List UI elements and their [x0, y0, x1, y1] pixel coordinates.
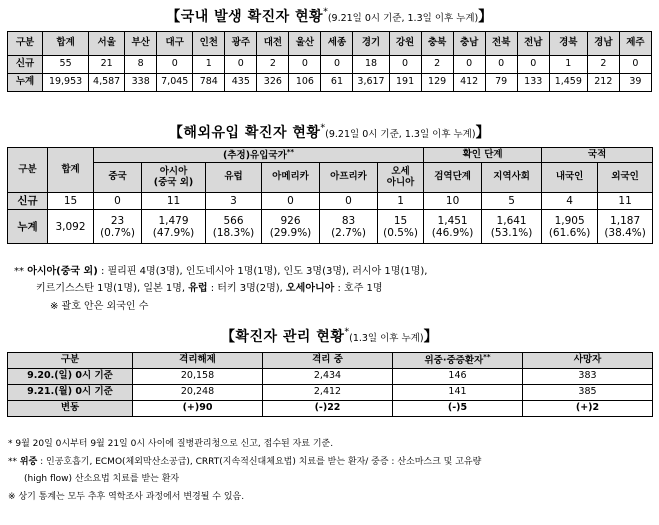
imported-cases-table	[7, 147, 653, 244]
header-cell	[393, 353, 523, 369]
header-cell: 제주	[619, 32, 651, 56]
header-cell: 울산	[289, 32, 321, 56]
footnote-disclaimer: ※ 상기 통계는 모두 추후 역학조사 과정에서 변경될 수 있음.	[8, 492, 245, 502]
cum-pct: (29.9%)	[269, 226, 312, 239]
cum-value: 83	[341, 214, 356, 227]
management-title-end: 】	[423, 329, 439, 345]
cum-pct: (38.4%)	[604, 226, 646, 239]
table-cell: 0	[453, 56, 485, 74]
table-cell: 4,587	[89, 74, 125, 92]
table-cell: 0	[289, 56, 321, 74]
note-asia-list-cont: 키르기스스탄 1명(1명), 일본 1명,	[36, 283, 189, 294]
header-confirm-stage: 확인 단계	[424, 148, 542, 163]
cum-pct: (2.7%)	[331, 226, 366, 239]
note-oceania-list: : 호주 1명	[334, 283, 383, 294]
cum-value: 1,187	[610, 214, 641, 227]
note-europe-label: 유럽	[188, 283, 208, 294]
header-cell: 전남	[517, 32, 549, 56]
footnote-critical-label: 위중	[19, 457, 38, 467]
domestic-title-end: 】	[478, 9, 493, 25]
table-cell: 4	[542, 193, 598, 210]
table-cell: 146	[393, 369, 523, 385]
row-label: 9.21.(월) 0시 기준	[8, 385, 133, 401]
header-cell: 광주	[225, 32, 257, 56]
table-cell: 8	[125, 56, 157, 74]
cum-value: 23	[110, 214, 125, 227]
header-cell: 서울	[89, 32, 125, 56]
table-cell: 0	[94, 193, 142, 210]
note-oceania-label: 오세아니아	[286, 283, 335, 294]
header-cell: 충남	[453, 32, 485, 56]
domestic-header-row	[8, 32, 652, 56]
row-label: 누계	[8, 74, 43, 92]
cum-pct: (0.5%)	[383, 226, 418, 239]
table-cell: (+)2	[523, 401, 653, 417]
management-row-0921	[8, 385, 653, 401]
table-cell: (-)5	[393, 401, 523, 417]
header-cell: 경북	[549, 32, 587, 56]
table-cell: 0	[619, 56, 651, 74]
cum-pct: (53.1%)	[490, 226, 533, 239]
imported-title-main: 【해외유입 확진자 현황	[168, 125, 321, 141]
table-cell: 784	[193, 74, 225, 92]
management-title-main: 【확진자 관리 현황	[220, 329, 345, 345]
management-header-row	[8, 353, 653, 369]
table-cell: 191	[389, 74, 421, 92]
table-cell	[598, 210, 653, 244]
row-label: 9.20.(일) 0시 기준	[8, 369, 133, 385]
header-cell: 충북	[421, 32, 453, 56]
table-cell: 0	[389, 56, 421, 74]
header-cell: 사망자	[523, 353, 653, 369]
note-asia-list: : 필리핀 4명(3명), 인도네시아 1명(1명), 인도 3명(3명), 러시아 1명(1명),	[97, 266, 428, 277]
table-cell: 0	[157, 56, 193, 74]
table-cell	[206, 210, 262, 244]
table-cell: 326	[257, 74, 289, 92]
cum-pct: (47.9%)	[152, 226, 195, 239]
table-cell: 106	[289, 74, 321, 92]
management-change-row	[8, 401, 653, 417]
table-cell: 338	[125, 74, 157, 92]
header-cell: 격리 중	[263, 353, 393, 369]
domestic-title	[0, 6, 659, 26]
table-cell	[262, 210, 320, 244]
domestic-title-star: *	[323, 6, 328, 18]
table-cell: 2	[257, 56, 289, 74]
header-cell: 합계	[43, 32, 89, 56]
header-cell: 대구	[157, 32, 193, 56]
table-cell	[142, 210, 206, 244]
table-cell: 11	[142, 193, 206, 210]
management-row-0920	[8, 369, 653, 385]
row-label: 누계	[8, 210, 48, 244]
imported-new-row	[8, 193, 653, 210]
table-cell: 141	[393, 385, 523, 401]
header-total: 합계	[48, 148, 94, 193]
cum-value: 1,905	[554, 214, 585, 227]
cum-value: 15	[393, 214, 408, 227]
imported-sub-header-row	[8, 163, 653, 193]
table-cell: (-)22	[263, 401, 393, 417]
header-quarantine: 검역단계	[424, 163, 482, 193]
table-cell: 55	[43, 56, 89, 74]
header-cell: 부산	[125, 32, 157, 56]
table-cell: 1	[378, 193, 424, 210]
table-cell: 1	[549, 56, 587, 74]
table-cell: 20,158	[133, 369, 263, 385]
note-asia-line	[14, 262, 427, 277]
cum-pct: (46.9%)	[431, 226, 474, 239]
imported-group-header-row	[8, 148, 653, 163]
header-cell: 인천	[193, 32, 225, 56]
table-cell: 11	[598, 193, 653, 210]
table-cell: 21	[89, 56, 125, 74]
table-cell: 435	[225, 74, 257, 92]
management-table	[7, 352, 653, 417]
row-label: 신규	[8, 193, 48, 210]
table-cell: 383	[523, 369, 653, 385]
table-cell: 129	[421, 74, 453, 92]
cum-value: 1,479	[158, 214, 189, 227]
header-cell: 격리해제	[133, 353, 263, 369]
cum-value: 1,641	[496, 214, 527, 227]
table-cell: 0	[321, 56, 353, 74]
table-cell: 0	[262, 193, 320, 210]
table-cell: 18	[353, 56, 389, 74]
header-asia	[142, 163, 206, 193]
note-europe-line	[36, 279, 383, 294]
inflow-countries-label: (추정)유입국가	[223, 150, 287, 162]
oceania-label-2: 아니아	[386, 176, 415, 188]
table-cell	[378, 210, 424, 244]
header-africa: 아프리카	[320, 163, 378, 193]
cum-value: 1,451	[437, 214, 468, 227]
cum-pct: (18.3%)	[212, 226, 255, 239]
row-label: 신규	[8, 56, 43, 74]
header-cell: 대전	[257, 32, 289, 56]
table-cell: 0	[225, 56, 257, 74]
table-cell: 61	[321, 74, 353, 92]
header-cell: 경남	[587, 32, 619, 56]
domestic-new-row	[8, 56, 652, 74]
asia-sub-label: (중국 외)	[153, 176, 194, 188]
table-cell: 385	[523, 385, 653, 401]
header-europe: 유럽	[206, 163, 262, 193]
management-title	[0, 326, 659, 346]
footnote-critical	[8, 454, 481, 467]
table-cell	[482, 210, 542, 244]
table-cell: 15	[48, 193, 94, 210]
table-cell: 19,953	[43, 74, 89, 92]
table-cell: 0	[485, 56, 517, 74]
asia-label: 아시아	[159, 165, 188, 177]
management-title-sub: (1.3일 이후 누계)	[349, 333, 424, 344]
table-cell: 20,248	[133, 385, 263, 401]
header-foreigner: 외국인	[598, 163, 653, 193]
footnote-critical-cont: (high flow) 산소요법 치료를 받는 환자	[24, 474, 180, 484]
row-label: 변동	[8, 401, 133, 417]
table-cell	[542, 210, 598, 244]
note-foreigner-line: ※ 괄호 안은 외국인 수	[50, 301, 149, 312]
imported-title	[0, 122, 659, 142]
table-cell: 10	[424, 193, 482, 210]
domestic-title-main: 【국내 발생 확진자 현황	[166, 9, 324, 25]
table-cell: 412	[453, 74, 485, 92]
imported-cumulative-row	[8, 210, 653, 244]
footnote-basis: * 9월 20일 0시부터 9월 21일 0시 사이에 질병관리청으로 신고, 접수된 자료 기준.	[8, 439, 334, 449]
header-cell: 경기	[353, 32, 389, 56]
note-asia-label: 아시아(중국 외)	[27, 266, 98, 277]
table-cell: (+)90	[133, 401, 263, 417]
header-gubun: 구분	[8, 148, 48, 193]
table-cell: 212	[587, 74, 619, 92]
header-china: 중국	[94, 163, 142, 193]
header-community: 지역사회	[482, 163, 542, 193]
oceania-label-1: 오세	[391, 165, 410, 177]
table-cell: 7,045	[157, 74, 193, 92]
table-cell	[424, 210, 482, 244]
critical-label: 위중·중증환자	[424, 355, 484, 367]
domestic-cases-table	[7, 31, 652, 92]
header-america: 아메리카	[262, 163, 320, 193]
header-nationality: 국적	[542, 148, 653, 163]
header-cell: 구분	[8, 32, 43, 56]
cum-pct: (0.7%)	[100, 226, 135, 239]
imported-title-star: *	[320, 122, 326, 134]
table-cell-total: 3,092	[48, 210, 94, 244]
table-cell: 3	[206, 193, 262, 210]
table-cell: 0	[320, 193, 378, 210]
header-cell: 세종	[321, 32, 353, 56]
imported-title-end: 】	[475, 125, 491, 141]
table-cell: 3,617	[353, 74, 389, 92]
note-europe-list: : 터키 3명(2명),	[207, 283, 286, 294]
critical-star: **	[483, 353, 491, 362]
imported-title-sub: (9.21일 0시 기준, 1.3일 이후 누계)	[325, 129, 476, 140]
header-cell: 강원	[389, 32, 421, 56]
note-prefix: **	[14, 266, 28, 277]
header-cell: 전북	[485, 32, 517, 56]
management-title-star: *	[344, 326, 350, 338]
cum-value: 926	[280, 214, 301, 227]
table-cell	[320, 210, 378, 244]
table-cell: 0	[517, 56, 549, 74]
table-cell: 2	[587, 56, 619, 74]
table-cell: 39	[619, 74, 651, 92]
inflow-countries-star: **	[286, 148, 295, 156]
domestic-cumulative-row	[8, 74, 652, 92]
table-cell: 79	[485, 74, 517, 92]
footnote-critical-text: : 인공호흡기, ECMO(체외막산소공급), CRRT(지속적신대체요법) 치료를 받는 환자/ 중증 : 산소마스크 및 고유량	[37, 457, 482, 467]
domestic-title-sub: (9.21일 0시 기준, 1.3일 이후 누계)	[327, 13, 479, 24]
table-cell: 2,434	[263, 369, 393, 385]
header-oceania	[378, 163, 424, 193]
table-cell: 2	[421, 56, 453, 74]
header-inflow-countries	[94, 148, 424, 163]
header-korean: 내국인	[542, 163, 598, 193]
header-cell: 구분	[8, 353, 133, 369]
footnote-prefix: **	[8, 457, 20, 467]
table-cell: 2,412	[263, 385, 393, 401]
table-cell: 133	[517, 74, 549, 92]
cum-pct: (61.6%)	[548, 226, 591, 239]
table-cell	[94, 210, 142, 244]
table-cell: 1	[193, 56, 225, 74]
table-cell: 1,459	[549, 74, 587, 92]
cum-value: 566	[223, 214, 244, 227]
table-cell: 5	[482, 193, 542, 210]
